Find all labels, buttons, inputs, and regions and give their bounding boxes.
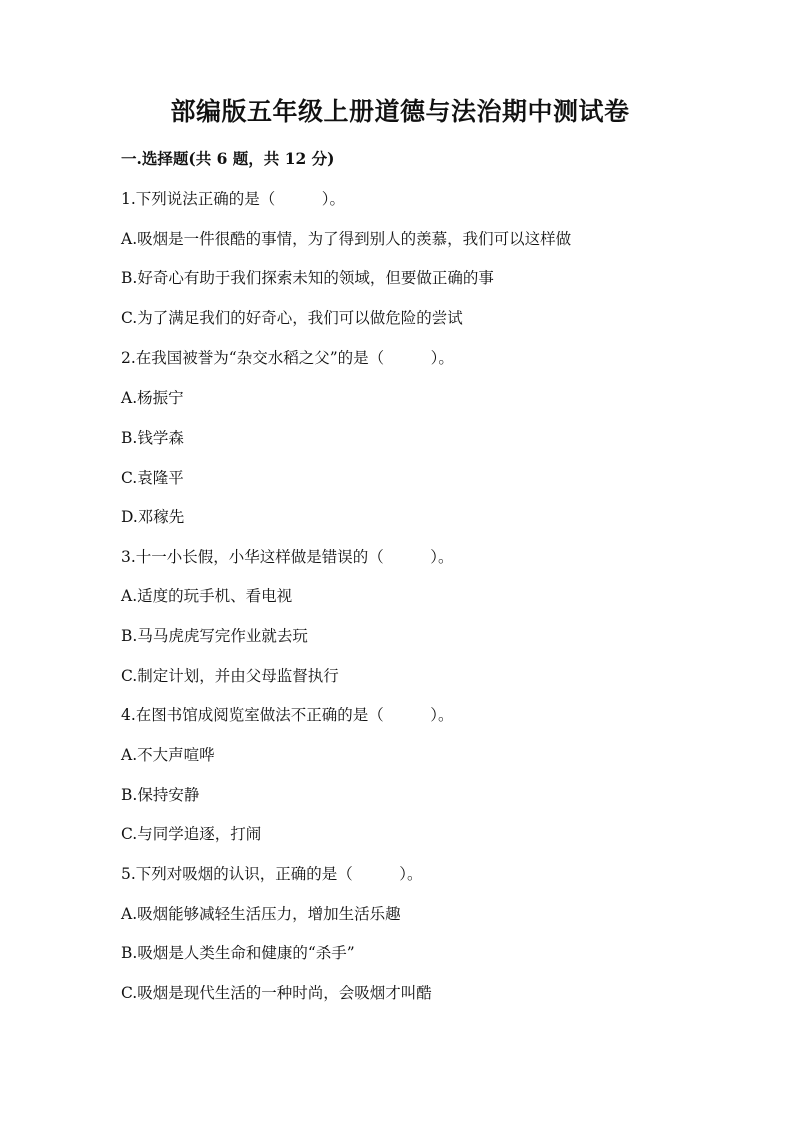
question-2-option-d: D.邓稼先	[121, 508, 185, 526]
section-heading: 一.选择题(共 6 题，共 12 分)	[121, 149, 335, 168]
question-1-option-b: B.好奇心有助于我们探索未知的领域，但要做正确的事	[121, 269, 494, 287]
question-2-option-b: B.钱学森	[121, 429, 184, 447]
question-1-option-c: C.为了满足我们的好奇心，我们可以做危险的尝试	[121, 309, 463, 327]
question-3-option-a: A.适度的玩手机、看电视	[121, 587, 293, 605]
question-5-option-a: A.吸烟能够减轻生活压力，增加生活乐趣	[121, 905, 401, 923]
question-5-option-c: C.吸烟是现代生活的一种时尚，会吸烟才叫酷	[121, 984, 432, 1002]
question-1-option-a: A.吸烟是一件很酷的事情，为了得到别人的羡慕，我们可以这样做	[121, 230, 572, 248]
question-3-option-c: C.制定计划，并由父母监督执行	[121, 667, 339, 685]
question-4-option-b: B.保持安静	[121, 786, 200, 804]
question-4-stem: 4.在图书馆成阅览室做法不正确的是（ ）。	[121, 706, 454, 724]
question-5-option-b: B.吸烟是人类生命和健康的“杀手”	[121, 944, 355, 962]
question-4-option-a: A.不大声喧哗	[121, 746, 215, 764]
question-5-stem: 5.下列对吸烟的认识，正确的是（ ）。	[121, 865, 423, 883]
question-1-stem: 1.下列说法正确的是（ ）。	[121, 190, 346, 208]
question-2-option-a: A.杨振宁	[121, 389, 184, 407]
question-2-stem: 2.在我国被誉为“杂交水稻之父”的是（ ）。	[121, 349, 454, 367]
question-3-option-b: B.马马虎虎写完作业就去玩	[121, 627, 308, 645]
question-4-option-c: C.与同学追逐，打闹	[121, 825, 262, 843]
exam-title: 部编版五年级上册道德与法治期中测试卷	[170, 97, 630, 126]
question-3-stem: 3.十一小长假，小华这样做是错误的（ ）。	[121, 548, 454, 566]
question-2-option-c: C.袁隆平	[121, 469, 184, 487]
